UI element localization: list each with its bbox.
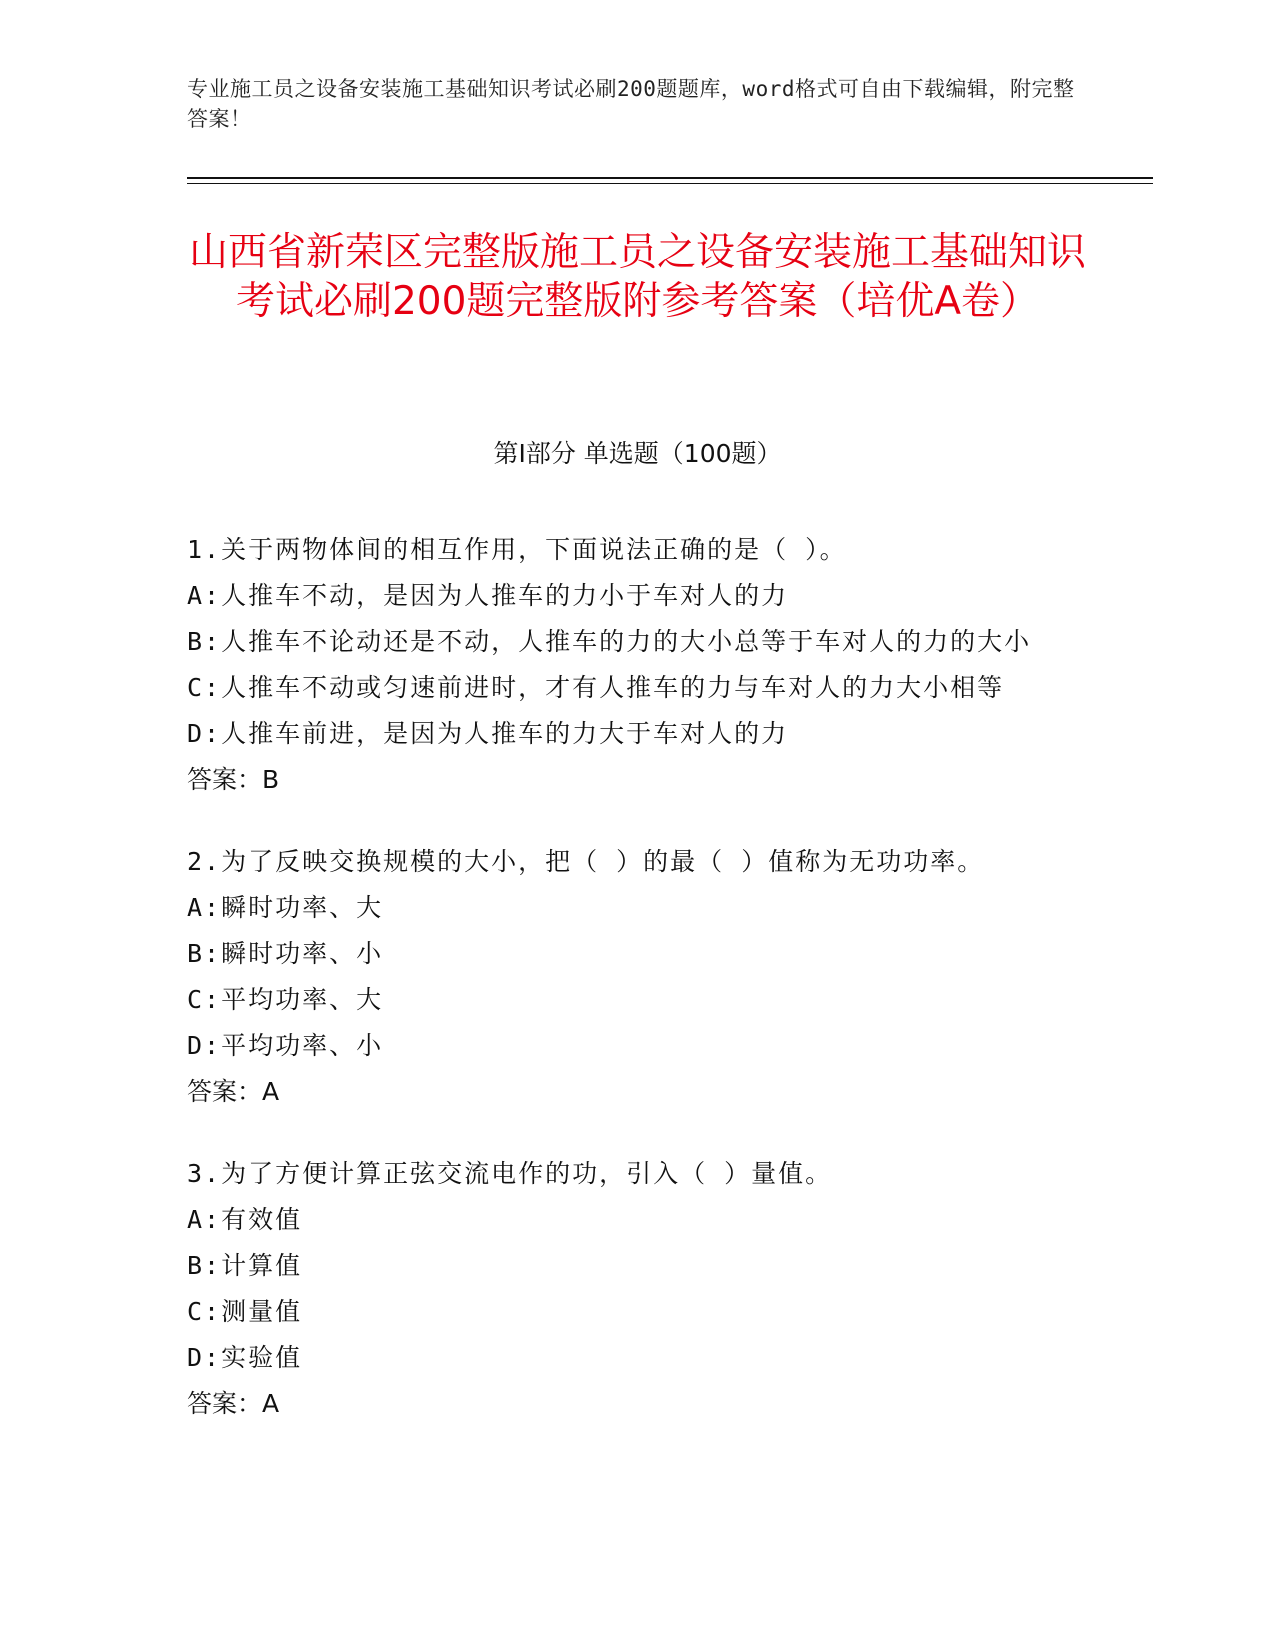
question-item-3 (187, 1151, 1088, 1427)
option-d: D:人推车前进，是因为人推车的力大于车对人的力 (187, 719, 789, 748)
option-c: C:平均功率、大 (187, 985, 384, 1014)
option-a: A:瞬时功率、大 (187, 893, 384, 922)
option-a: A:人推车不动，是因为人推车的力小于车对人的力 (187, 581, 789, 610)
option-b: B:计算值 (187, 1251, 303, 1280)
option-b: B:人推车不论动还是不动，人推车的力的大小总等于车对人的力的大小 (187, 627, 1032, 656)
header-note: 专业施工员之设备安装施工基础知识考试必刷200题题库，word格式可自由下载编辑，附完整答案！ (187, 77, 1075, 131)
option-d: D:平均功率、小 (187, 1031, 384, 1060)
document-title: 山西省新荣区完整版施工员之设备安装施工基础知识考试必刷200题完整版附参考答案（培优A卷） (188, 230, 1086, 324)
answer-label: 答案：B (187, 765, 280, 794)
question-stem: 2.为了反映交换规模的大小，把（ ）的最（ ）值称为无功功率。 (187, 847, 985, 876)
question-item-1 (187, 527, 1088, 803)
option-c: C:人推车不动或匀速前进时，才有人推车的力与车对人的力大小相等 (187, 673, 1005, 702)
header-divider-thin (187, 183, 1153, 184)
question-stem: 1.关于两物体间的相互作用，下面说法正确的是（ ）。 (187, 535, 847, 564)
answer-label: 答案：A (187, 1077, 280, 1106)
option-d: D:实验值 (187, 1343, 303, 1372)
question-item-2 (187, 839, 1088, 1115)
header-divider-thick (187, 177, 1153, 179)
question-list (187, 527, 1088, 1463)
option-a: A:有效值 (187, 1205, 303, 1234)
answer-label: 答案：A (187, 1389, 280, 1418)
question-stem: 3.为了方便计算正弦交流电作的功，引入（ ）量值。 (187, 1159, 833, 1188)
option-b: B:瞬时功率、小 (187, 939, 384, 968)
option-c: C:测量值 (187, 1297, 303, 1326)
section-heading: 第Ⅰ部分 单选题（100题） (493, 439, 782, 468)
